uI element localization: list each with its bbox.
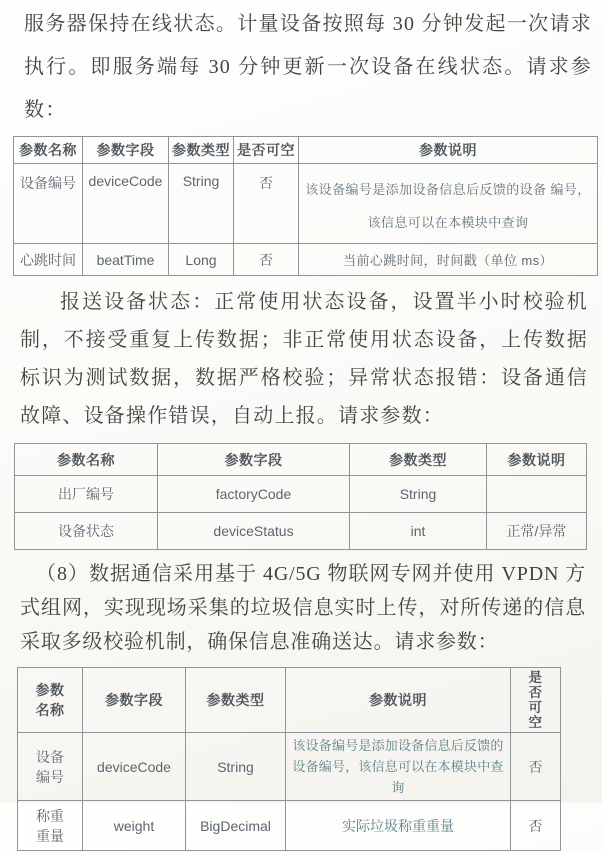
col-header-param-field: 参数字段: [158, 444, 350, 476]
cell-param-type: BigDecimal: [186, 801, 286, 851]
col-header-param-name: 参数名称: [18, 668, 83, 733]
table-header-row: [15, 444, 587, 476]
col-header-param-desc: 参数说明: [286, 668, 511, 733]
cell-param-desc: 当前心跳时间，时间戳（单位 ms）: [299, 244, 598, 276]
device-status-params-table: [14, 443, 587, 550]
cell-nullable: 否: [511, 733, 561, 801]
table-header-row: [18, 668, 561, 733]
col-header-nullable: 是否可空: [234, 137, 299, 164]
cell-param-name: 设备编号: [18, 733, 83, 801]
cell-param-desc: [487, 476, 587, 513]
col-header-param-desc: 参数说明: [299, 137, 598, 164]
cell-param-name: 设备状态: [15, 513, 158, 550]
col-header-param-name: 参数名称: [15, 444, 158, 476]
table-row: [14, 244, 598, 276]
cell-param-desc: 正常/异常: [487, 513, 587, 550]
cell-param-type: String: [186, 733, 286, 801]
table-row: [15, 513, 587, 550]
cell-param-desc: 该设备编号是添加设备信息后反馈的设备编号，该信息可以在本模块中查询: [286, 733, 511, 801]
col-header-param-field: 参数字段: [83, 137, 169, 164]
cell-param-desc: 该设备编号是添加设备信息后反馈的设备 编号，该信息可以在本模块中查询: [299, 164, 598, 244]
cell-param-name: 称重重量: [18, 801, 83, 851]
paragraph-device-status: 报送设备状态：正常使用状态设备，设置半小时校验机制，不接受重复上传数据；非正常使用状态设备，上传数据标识为测试数据，数据严格校验；异常状态报错：设备通信故障、设备操作错误，自动上报。请求参数：: [20, 291, 588, 427]
col-header-param-type: 参数类型: [350, 444, 487, 476]
cell-param-field: beatTime: [83, 244, 169, 276]
col-header-param-type: 参数类型: [169, 137, 234, 164]
table-row: [14, 164, 598, 244]
cell-param-field: deviceCode: [83, 733, 186, 801]
cell-nullable: 否: [511, 801, 561, 851]
cell-param-field: deviceCode: [83, 164, 169, 244]
col-header-param-desc: 参数说明: [487, 444, 587, 476]
cell-param-type: Long: [169, 244, 234, 276]
col-header-param-name: 参数名称: [14, 137, 83, 164]
cell-param-field: factoryCode: [158, 476, 350, 513]
paragraph-data-communication: （8）数据通信采用基于 4G/5G 物联网专网并使用 VPDN 方式组网，实现现场采集的垃圾信息实时上传，对所传递的信息采取多级校验机制，确保信息准确送达。请求参数：: [20, 563, 586, 653]
document-page: [0, 3, 602, 844]
paragraph-online-status: 服务器保持在线状态。计量设备按照每 30 分钟发起一次请求执行。即服务端每 30 分钟更新一次设备在线状态。请求参数：: [24, 13, 592, 121]
cell-param-name: 心跳时间: [14, 244, 83, 276]
cell-param-type: String: [350, 476, 487, 513]
weight-upload-params-table: [17, 667, 561, 851]
cell-nullable: 否: [234, 164, 299, 244]
cell-param-type: String: [169, 164, 234, 244]
table-header-row: [14, 137, 598, 164]
cell-param-field: weight: [83, 801, 186, 851]
cell-nullable: 否: [234, 244, 299, 276]
cell-param-field: deviceStatus: [158, 513, 350, 550]
cell-param-type: int: [350, 513, 487, 550]
heartbeat-params-table: [13, 136, 598, 276]
table-row: [18, 801, 561, 851]
cell-param-desc: 实际垃圾称重重量: [286, 801, 511, 851]
table-row: [15, 476, 587, 513]
col-header-param-field: 参数字段: [83, 668, 186, 733]
cell-param-name: 设备编号: [14, 164, 83, 244]
col-header-nullable: 是否可空: [511, 668, 561, 733]
col-header-param-type: 参数类型: [186, 668, 286, 733]
cell-param-name: 出厂编号: [15, 476, 158, 513]
table-row: [18, 733, 561, 801]
